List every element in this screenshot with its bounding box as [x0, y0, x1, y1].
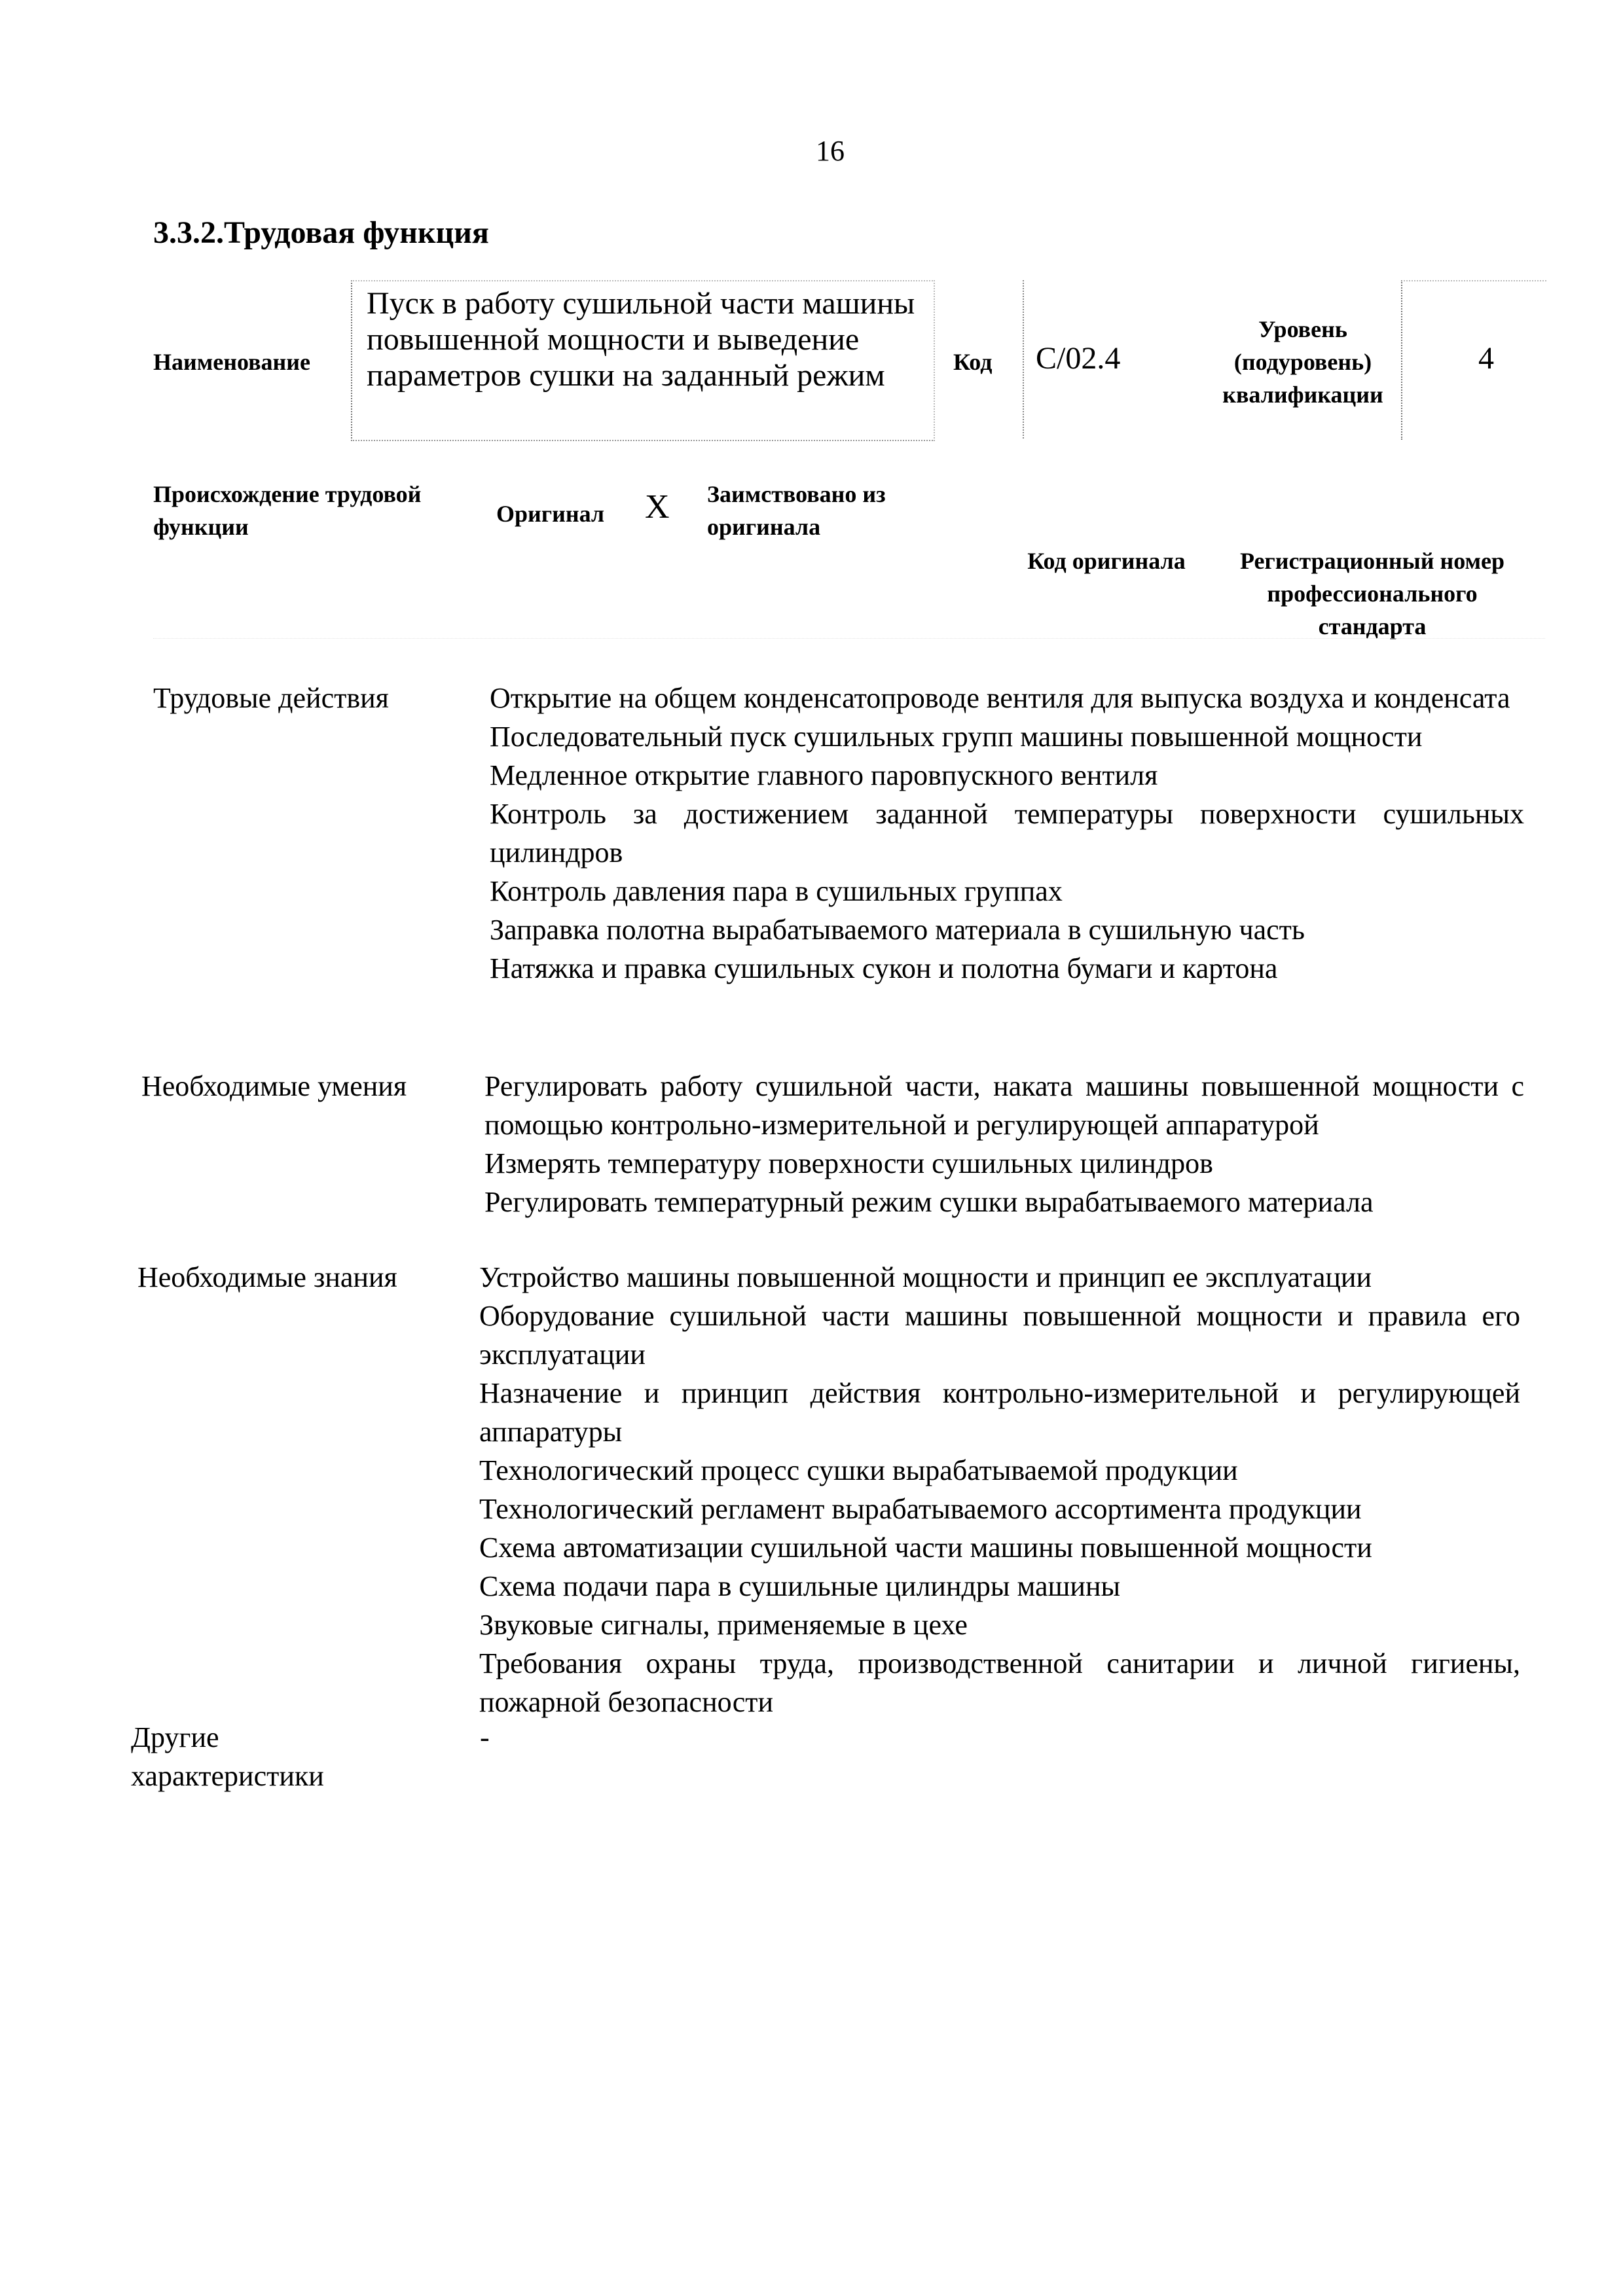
other-characteristics-value: -: [480, 1721, 490, 1753]
list-item: Натяжка и правка сушильных сукон и полотна бумаги и картона: [490, 952, 1278, 984]
level-label: Уровень (подуровень) квалификации: [1222, 316, 1383, 408]
required-skills-list: [484, 1067, 1524, 1221]
list-item: Звуковые сигналы, применяемые в цехе: [479, 1609, 968, 1641]
list-item: Оборудование сушильной части машины повышенной мощности и правила его эксплуатации: [479, 1300, 1520, 1371]
code-value: C/02.4: [1036, 341, 1121, 376]
list-item: Технологический регламент вырабатываемого ассортимента продукции: [479, 1493, 1362, 1525]
list-item: Контроль за достижением заданной температуры поверхности сушильных цилиндров: [490, 798, 1524, 869]
list-item: Заправка полотна вырабатываемого материала в сушильную часть: [490, 914, 1305, 946]
list-item: Контроль давления пара в сушильных группах: [490, 875, 1063, 907]
function-name: Пуск в работу сушильной части машины повышенной мощности и выведение параметров сушки на заданный режим: [367, 286, 915, 393]
labor-actions-label: Трудовые действия: [153, 682, 389, 714]
required-skills-label: Необходимые умения: [141, 1070, 407, 1102]
list-item: Схема подачи пара в сушильные цилиндры машины: [479, 1570, 1121, 1602]
list-item: Схема автоматизации сушильной части машины повышенной мощности: [479, 1532, 1372, 1564]
section-title: 3.3.2.Трудовая функция: [153, 215, 489, 250]
reg-number-label: Регистрационный номер профессионального стандарта: [1239, 548, 1505, 639]
original-mark: X: [645, 488, 670, 526]
separator: [153, 638, 1545, 639]
borrowed-label: Заимствовано из оригинала: [707, 481, 886, 540]
list-item: Технологический процесс сушки вырабатываемой продукции: [479, 1454, 1238, 1486]
list-item: Регулировать работу сушильной части, наката машины повышенной мощности с помощью контрольно-измерительной и регулирующей аппаратурой: [484, 1070, 1524, 1141]
list-item: Измерять температуру поверхности сушильных цилиндров: [484, 1147, 1213, 1179]
code-original-label: Код оригинала: [1027, 548, 1186, 574]
list-item: Требования охраны труда, производственной санитарии и личной гигиены, пожарной безопасности: [479, 1647, 1520, 1718]
list-item: Открытие на общем конденсатопроводе вентиля для выпуска воздуха и конденсата: [490, 682, 1510, 714]
list-item: Регулировать температурный режим сушки вырабатываемого материала: [484, 1186, 1374, 1218]
origin-label: Происхождение трудовой функции: [153, 481, 422, 540]
required-knowledge-list: [479, 1258, 1520, 1721]
list-item: Устройство машины повышенной мощности и принцип ее эксплуатации: [479, 1261, 1372, 1293]
name-label: Наименование: [153, 349, 310, 375]
list-item: Медленное открытие главного паровпускного вентиля: [490, 759, 1158, 791]
labor-actions-list: [490, 679, 1524, 988]
required-knowledge-label: Необходимые знания: [137, 1261, 397, 1293]
other-characteristics-label: Другие характеристики: [131, 1721, 324, 1792]
original-label: Оригинал: [496, 501, 605, 527]
code-label: Код: [953, 349, 993, 375]
page-number: 16: [816, 135, 845, 167]
list-item: Последовательный пуск сушильных групп машины повышенной мощности: [490, 721, 1423, 753]
list-item: Назначение и принцип действия контрольно-измерительной и регулирующей аппаратуры: [479, 1377, 1520, 1448]
level-value: 4: [1478, 341, 1494, 376]
